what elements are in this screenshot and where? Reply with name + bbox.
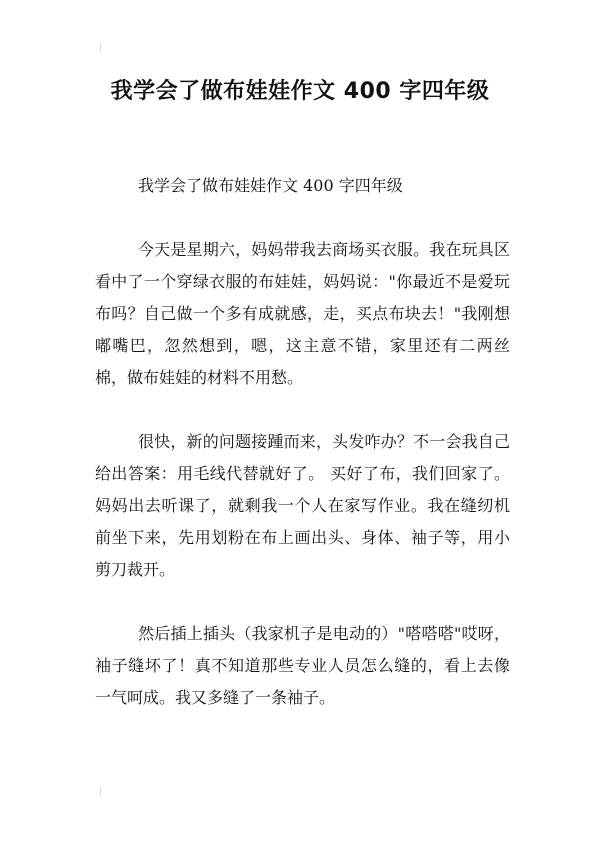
page-title: 我学会了做布娃娃作文 400 字四年级 bbox=[110, 79, 490, 104]
article-subtitle: 我学会了做布娃娃作文 400 字四年级 bbox=[138, 176, 403, 195]
paragraph: 今天是星期六，妈妈带我去商场买衣服。我在玩具区看中了一个穿绿衣服的布娃娃，妈妈说："你最近不是爱玩布吗？自己做一个多有成就感，走，买点布块去！"我刚想嘟嘴巴，忽然想到，嗯，这主意不错，家里还有二两丝棉，做布娃娃的材料不用愁。 bbox=[95, 240, 510, 387]
paragraph: 然后插上插头（我家机子是电动的）"嗒嗒嗒"哎呀，袖子缝坏了！真不知道那些专业人员怎么缝的，看上去像一气呵成。我又多缝了一条袖子。 bbox=[95, 624, 510, 707]
page-corner-mark bbox=[100, 786, 101, 796]
page-corner-mark bbox=[100, 42, 101, 52]
article-body bbox=[95, 170, 510, 746]
paragraph: 很快，新的问题接踵而来，头发咋办？不一会我自己给出答案：用毛线代替就好了。 买好了布，我们回家了。妈妈出去听课了，就剩我一个人在家写作业。我在缝纫机前坐下来，先用划粉在布上画出头、身体、袖子等，用小剪刀裁开。 bbox=[95, 432, 510, 579]
